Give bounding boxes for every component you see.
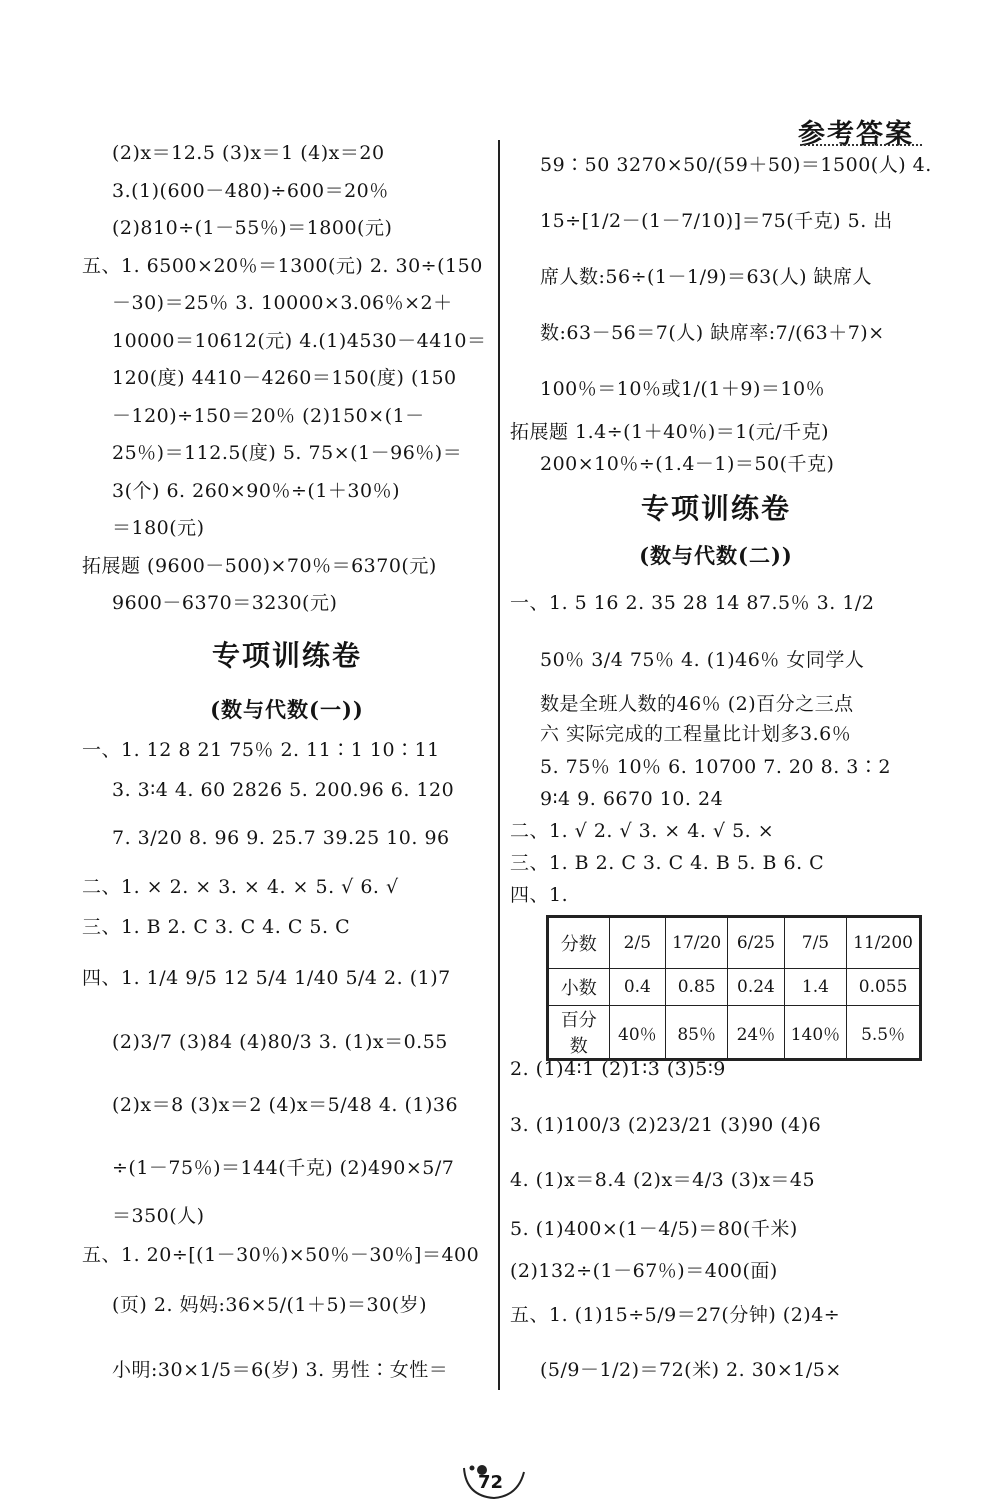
answer-line: 五、1. 20÷[(1－30％)×50％－30％]＝400 (82, 1244, 480, 1266)
answer-line: 10000＝10612(元) 4.(1)4530－4410＝ (112, 330, 487, 352)
answer-line: 5. 75％ 10％ 6. 10700 7. 20 8. 3∶2 (540, 756, 891, 778)
page-number: 72 (478, 1472, 504, 1493)
table-row (548, 1006, 921, 1060)
table-cell: 17/20 (666, 917, 728, 969)
page-header-title: 参考答案 (798, 119, 914, 150)
answer-line: (2)x＝8 (3)x＝2 (4)x＝5/48 4. (1)36 (112, 1094, 459, 1116)
answer-line: 4. (1)x＝8.4 (2)x＝4/3 (3)x＝45 (510, 1169, 816, 1191)
answer-line: 三、1. B 2. C 3. C 4. B 5. B 6. C (510, 852, 825, 874)
table-cell: 40％ (609, 1006, 666, 1060)
answer-line: 3. 3∶4 4. 60 2826 5. 200.96 6. 120 (112, 779, 455, 801)
answer-line: 100％＝10％或1/(1＋9)＝10％ (540, 378, 826, 400)
answer-line: (2)x＝12.5 (3)x＝1 (4)x＝20 (112, 142, 385, 164)
answer-line: 9600－6370＝3230(元) (112, 592, 338, 614)
answer-line: ÷(1－75％)＝144(千克) (2)490×5/7 (112, 1157, 455, 1179)
answer-line: 三、1. B 2. C 3. C 4. C 5. C (82, 916, 351, 938)
table-cell: 0.4 (609, 969, 666, 1006)
answer-line: 数:63－56＝7(人) 缺席率:7/(63＋7)× (540, 322, 885, 344)
answer-line: 一、1. 12 8 21 75％ 2. 11∶1 10∶11 (82, 739, 440, 761)
answer-line: 一、1. 5 16 2. 35 28 14 87.5％ 3. 1/2 (510, 592, 875, 614)
table-cell: 5.5％ (847, 1006, 921, 1060)
table-row (548, 917, 921, 969)
answer-line: －120)÷150＝20％ (2)150×(1－ (112, 405, 425, 427)
answer-line: (5/9－1/2)＝72(米) 2. 30×1/5× (540, 1359, 842, 1381)
answer-line: 9∶4 9. 6670 10. 24 (540, 788, 724, 810)
table-cell: 7/5 (784, 917, 846, 969)
table-cell: 分数 (548, 917, 610, 969)
section-subtitle: (数与代数(一)) (210, 697, 364, 722)
table-cell: 6/25 (728, 917, 785, 969)
answer-line: 五、1. 6500×20％＝1300(元) 2. 30÷(150 (82, 255, 483, 277)
answer-line: 3.(1)(600－480)÷600＝20％ (112, 180, 389, 202)
answer-line: 拓展题 (9600－500)×70％＝6370(元) (82, 555, 437, 577)
table-cell: 0.85 (666, 969, 728, 1006)
answer-line: 四、1. 1/4 9/5 12 5/4 1/40 5/4 2. (1)7 (82, 967, 451, 989)
answer-line: 数是全班人数的46％ (2)百分之三点 (540, 693, 854, 715)
answer-line: 200×10％÷(1.4－1)＝50(千克) (540, 453, 835, 475)
answer-line: (2)810÷(1－55％)＝1800(元) (112, 217, 393, 239)
table-cell: 2/5 (609, 917, 666, 969)
table-cell: 0.055 (847, 969, 921, 1006)
answer-line: (2)132÷(1－67％)＝400(面) (510, 1260, 778, 1282)
table-cell: 1.4 (784, 969, 846, 1006)
answer-line: (2)3/7 (3)84 (4)80/3 3. (1)x＝0.55 (112, 1031, 448, 1053)
answer-line: 120(度) 4410－4260＝150(度) (150 (112, 367, 457, 389)
answer-line: 3. (1)100/3 (2)23/21 (3)90 (4)6 (510, 1114, 822, 1136)
answer-line: ＝180(元) (112, 517, 205, 539)
table-cell: 24％ (728, 1006, 785, 1060)
table-cell: 0.24 (728, 969, 785, 1006)
section-title: 专项训练卷 (211, 639, 362, 672)
answer-line: 席人数:56÷(1－1/9)＝63(人) 缺席人 (540, 266, 873, 288)
answer-line: 小明:30×1/5＝6(岁) 3. 男性∶女性＝ (112, 1359, 449, 1381)
header-dotted-rule (800, 144, 922, 146)
answer-line: (页) 2. 妈妈:36×5/(1＋5)＝30(岁) (112, 1294, 428, 1316)
table-cell: 11/200 (847, 917, 921, 969)
answer-line: 50％ 3/4 75％ 4. (1)46％ 女同学人 (540, 649, 865, 671)
answer-line: －30)＝25％ 3. 10000×3.06％×2＋ (112, 292, 453, 314)
answer-line: 四、1. (510, 884, 569, 906)
answer-line: 二、1. √ 2. √ 3. × 4. √ 5. × (510, 820, 775, 842)
answer-line: 7. 3/20 8. 96 9. 25.7 39.25 10. 96 (112, 827, 450, 849)
answer-line: 二、1. × 2. × 3. × 4. × 5. √ 6. √ (82, 876, 399, 898)
answer-line: 六 实际完成的工程量比计划多3.6％ (540, 723, 852, 745)
table-cell: 85％ (666, 1006, 728, 1060)
answer-line: ＝350(人) (112, 1205, 205, 1227)
answer-line: 2. (1)4∶1 (2)1∶3 (3)5∶9 (510, 1058, 726, 1080)
answer-line: 15÷[1/2－(1－7/10)]＝75(千克) 5. 出 (540, 210, 893, 232)
section-title: 专项训练卷 (640, 492, 791, 525)
answer-line: 3(个) 6. 260×90％÷(1＋30％) (112, 480, 400, 502)
table-cell: 140％ (784, 1006, 846, 1060)
answer-line: 5. (1)400×(1－4/5)＝80(千米) (510, 1218, 798, 1240)
table-cell: 小数 (548, 969, 610, 1006)
answer-line: 59∶50 3270×50/(59＋50)＝1500(人) 4. (540, 154, 932, 176)
answer-line: 五、1. (1)15÷5/9＝27(分钟) (2)4÷ (510, 1304, 841, 1326)
table-row (548, 969, 921, 1006)
fraction-decimal-percent-table (546, 915, 922, 1061)
table-cell: 百分数 (548, 1006, 610, 1060)
column-divider (498, 140, 500, 1390)
answer-line: 25％)＝112.5(度) 5. 75×(1－96％)＝ (112, 442, 463, 464)
answer-line: 拓展题 1.4÷(1＋40％)＝1(元/千克) (510, 421, 830, 443)
section-subtitle: (数与代数(二)) (639, 543, 793, 568)
